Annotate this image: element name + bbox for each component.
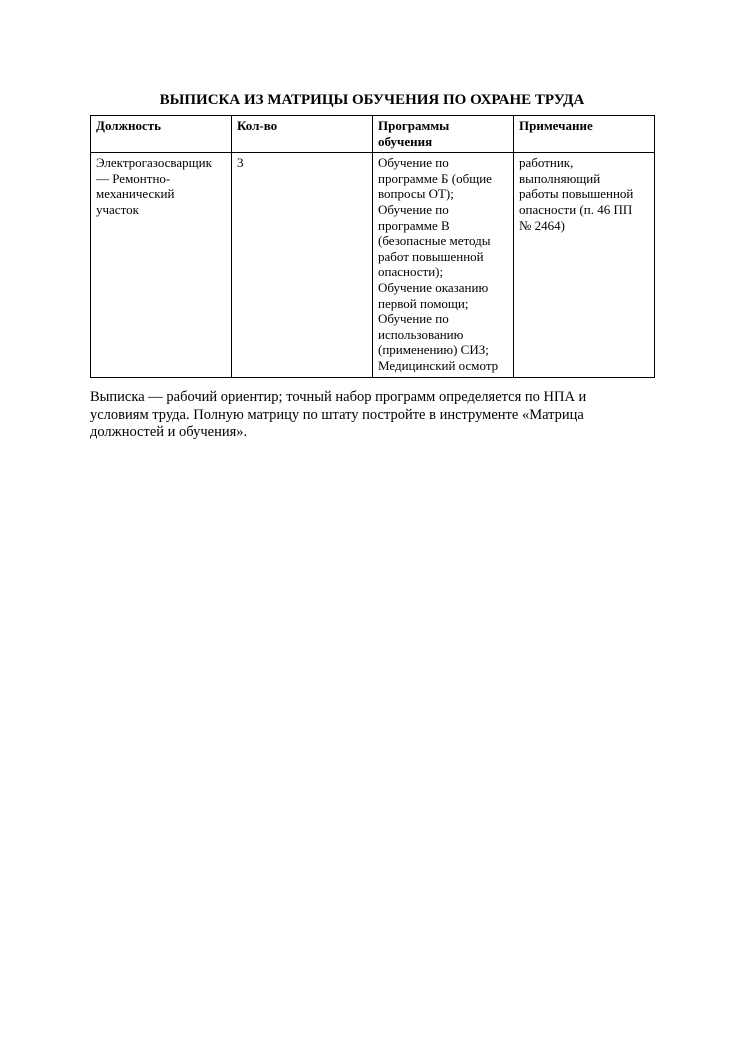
position-line: Электрогазосварщик xyxy=(96,155,212,171)
program-line: использованию xyxy=(378,326,464,342)
program-line: Обучение по xyxy=(378,311,449,327)
program-line: работ повышенной xyxy=(378,248,484,264)
note-line: выполняющий xyxy=(519,170,601,186)
program-line: (применению) СИЗ; xyxy=(378,342,489,358)
program-line: (безопасные методы xyxy=(378,233,491,249)
position-line: — Ремонтно- xyxy=(96,170,171,186)
note-line: опасности (п. 46 ПП xyxy=(519,201,633,217)
position-line: участок xyxy=(96,201,139,217)
footnote-line: должностей и обучения». xyxy=(90,424,248,440)
program-line: Обучение по xyxy=(378,201,449,217)
table-header-row xyxy=(91,116,655,153)
header-programs xyxy=(373,116,514,153)
header-position: Должность xyxy=(91,116,232,153)
footnote-line: условиям труда. Полную матрицу по штату постройте в инструменте «Матрица xyxy=(90,406,584,423)
footnote-paragraph xyxy=(90,389,670,442)
program-line: Медицинский осмотр xyxy=(378,357,499,373)
program-line: первой помощи; xyxy=(378,295,469,311)
training-matrix-table xyxy=(90,115,655,378)
position-line: механический xyxy=(96,186,175,202)
program-line: Обучение по xyxy=(378,155,449,171)
program-line: программе В xyxy=(378,217,450,233)
note-line: работы повышенной xyxy=(519,186,634,202)
header-programs-line: обучения xyxy=(378,133,433,149)
cell-note xyxy=(514,153,655,377)
program-line: вопросы ОТ); xyxy=(378,186,454,202)
note-line: № 2464) xyxy=(519,217,565,233)
cell-position xyxy=(91,153,232,377)
page-title: ВЫПИСКА ИЗ МАТРИЦЫ ОБУЧЕНИЯ ПО ОХРАНЕ ТРУДА xyxy=(159,92,585,108)
program-line: Обучение оказанию xyxy=(378,279,489,295)
footnote-line: Выписка — рабочий ориентир; точный набор программ определяется по НПА и xyxy=(90,389,587,405)
header-note: Примечание xyxy=(514,116,655,153)
header-count: Кол-во xyxy=(232,116,373,153)
program-line: опасности); xyxy=(378,264,444,280)
header-programs-line: Программы xyxy=(378,118,450,133)
cell-count: 3 xyxy=(232,153,373,377)
program-line: программе Б (общие xyxy=(378,170,492,186)
table-row xyxy=(91,153,655,377)
cell-programs xyxy=(373,153,514,377)
note-line: работник, xyxy=(519,155,574,171)
